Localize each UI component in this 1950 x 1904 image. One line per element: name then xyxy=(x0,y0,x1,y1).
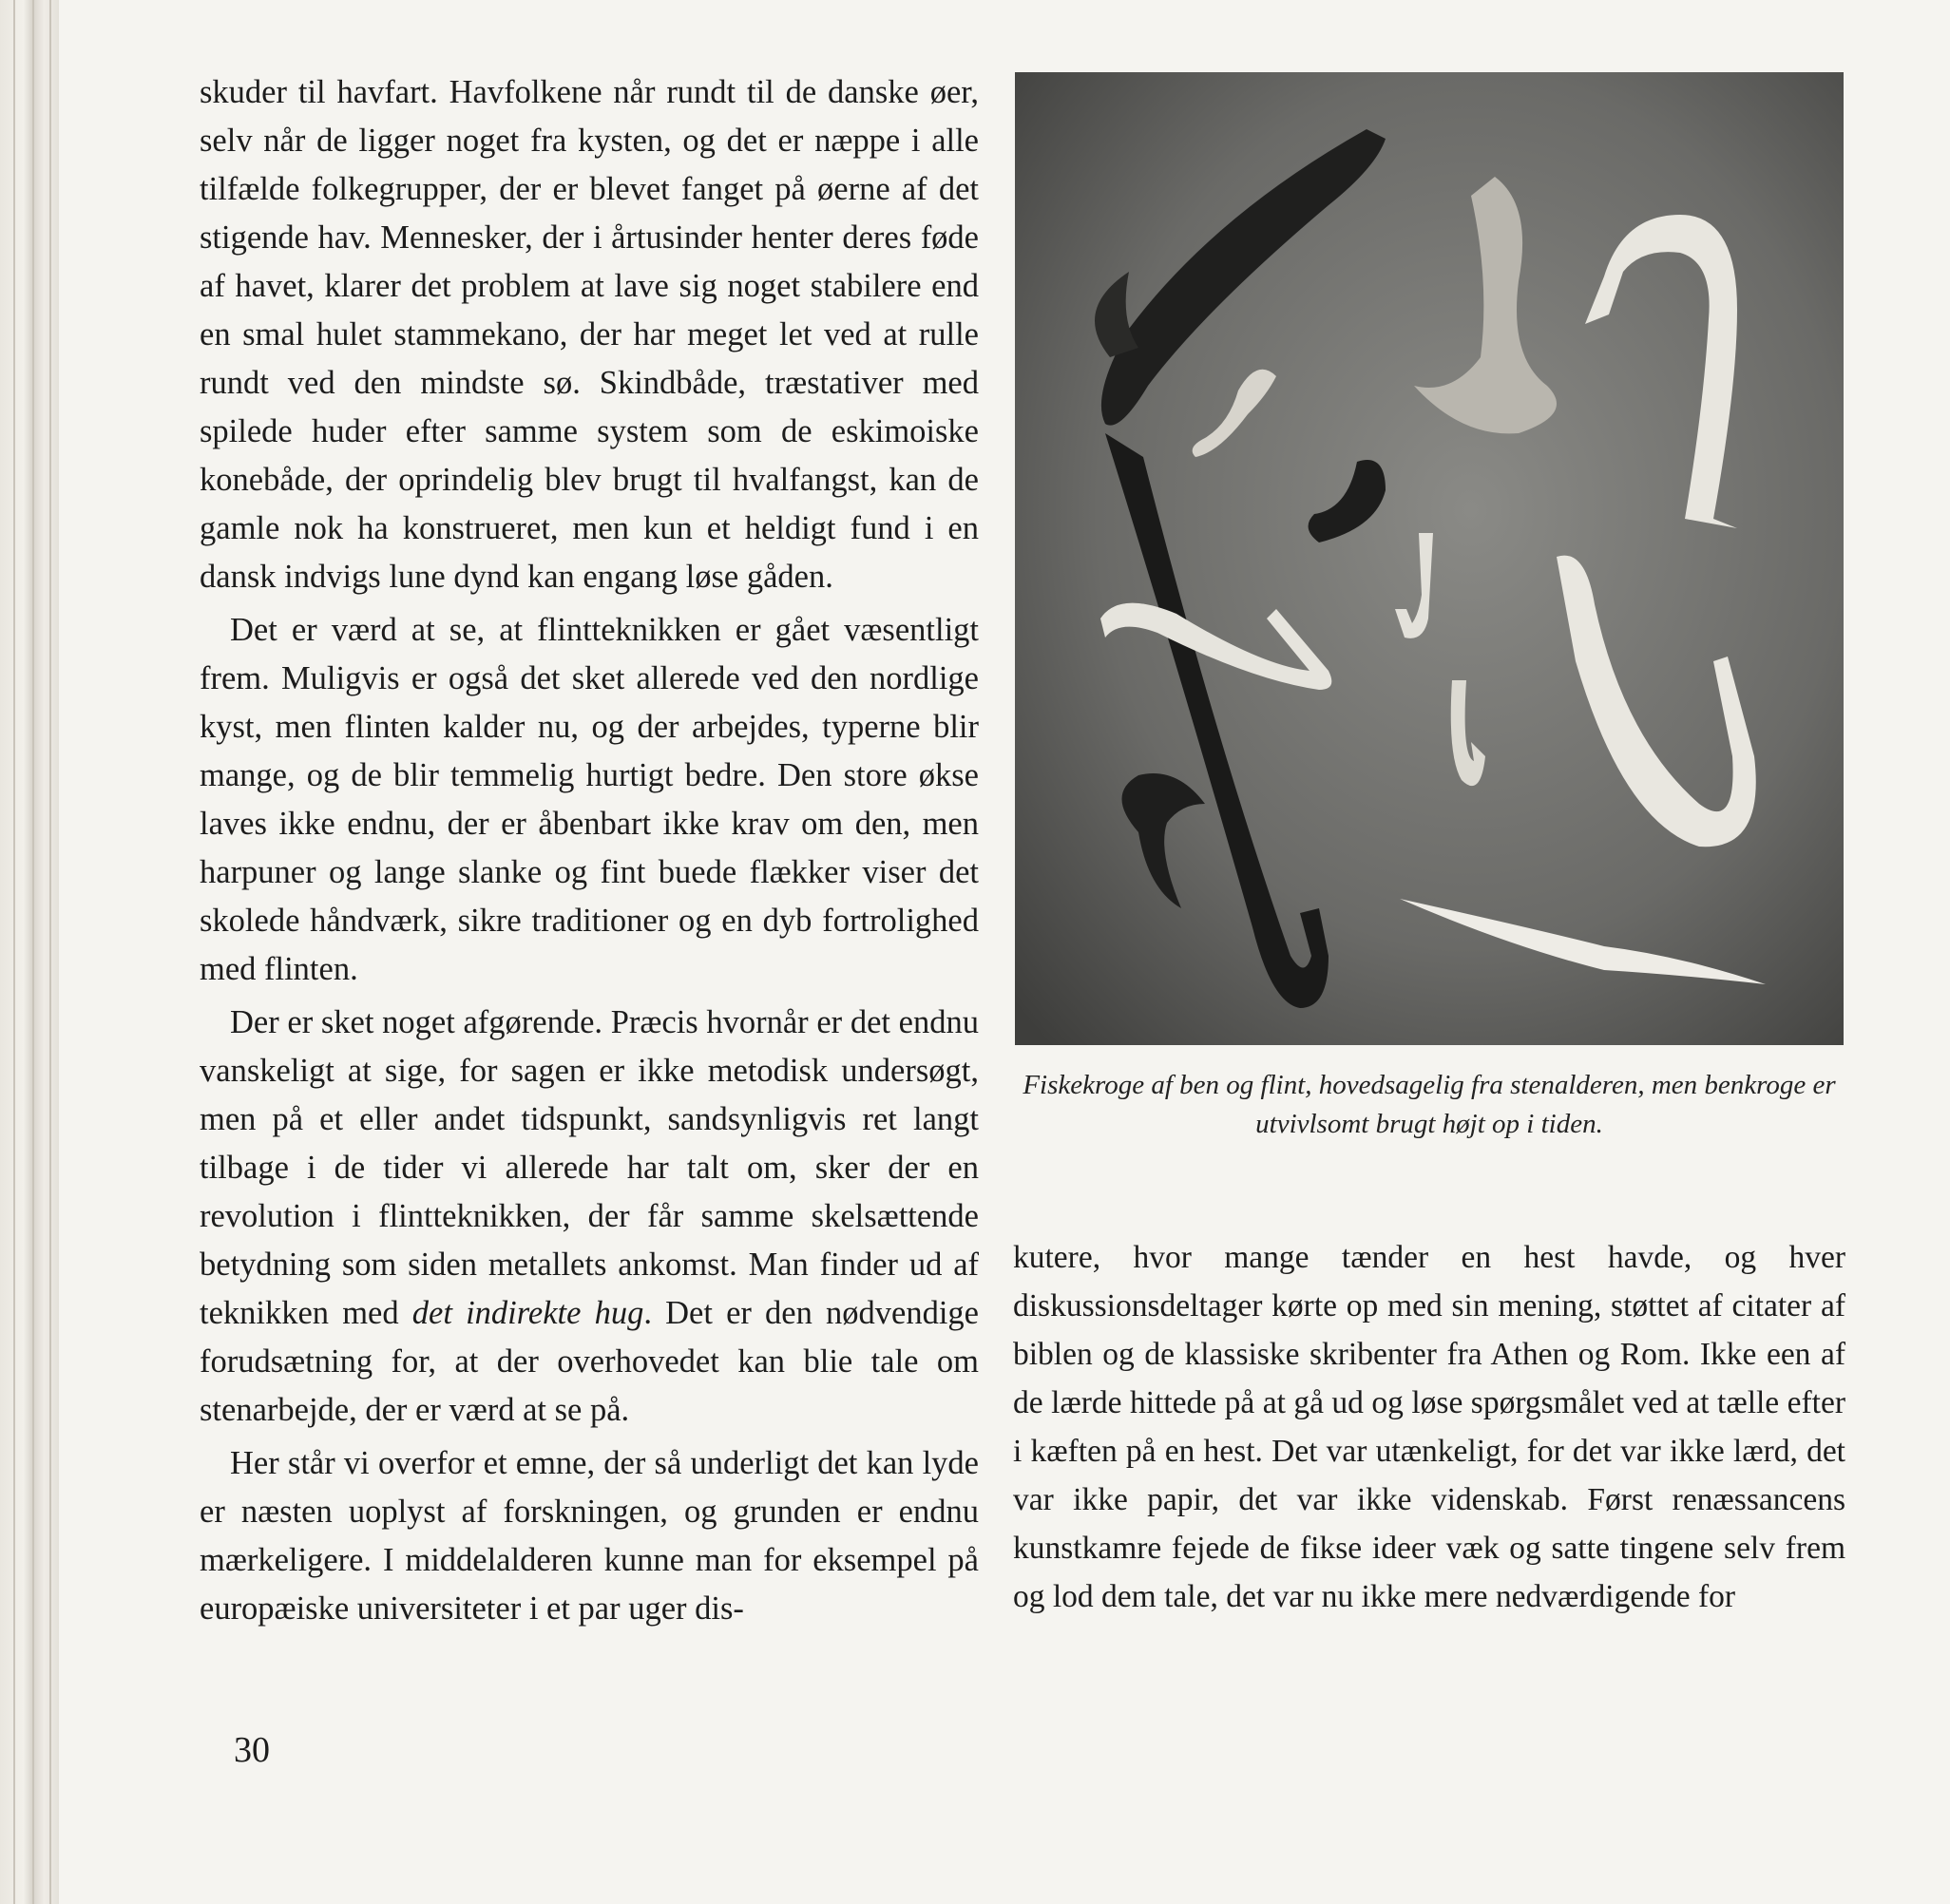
gutter-edge-line xyxy=(13,0,15,1904)
fishhooks-photograph xyxy=(1015,72,1844,1045)
fishhooks-illustration xyxy=(1015,72,1844,1045)
paragraph-indirect-blow xyxy=(200,999,979,1435)
page-number: 30 xyxy=(234,1730,270,1770)
paragraph-research: Her står vi overfor et emne, der så underligt det kan lyde er næsten uoplyst af forskningen, og grunden er endnu mærkeligere. I middelalderen kunne man for eksempel på europæiske universiteter i et par uger dis- xyxy=(200,1445,979,1627)
emphasis-term: det indirekte hug xyxy=(411,1295,644,1331)
gutter-edge-line xyxy=(49,0,51,1904)
paragraph-flint-technique: Det er værd at se, at flintteknikken er gået væsentligt frem. Muligvis er også det sket allerede ved den nordlige kyst, men flinten kalder nu, og der arbejdes, typerne blir mange, og de blir temmelig hurtigt bedre. Den store økse laves ikke endnu, der er åbenbart ikke krav om den, men harpuner og lange slanke og fint buede flækker viser det skolede håndværk, sikre traditioner og en dyb fortrolighed med flinten. xyxy=(200,612,979,987)
paragraph-text: . Det er den nødvendige forudsætning for, at der overhovedet kan blie tale om stenarbejde, der er værd at se på. xyxy=(200,1295,979,1428)
paragraph-boats: skuder til havfart. Havfolkene når rundt til de danske øer, selv når de ligger noget fra kysten, og det er næppe i alle tilfælde folkegrupper, der er blevet fanget på øerne af det stigende hav. Mennesker, der i årtusinder henter deres føde af havet, klarer det problem at lave sig noget stabilere end en smal hulet stammekano, der har meget let ved at rulle rundt ved den mindste sø. Skindbåde, træstativer med spilede huder efter samme system som de eskimoiske konebåde, der oprindelig blev brugt til hvalfangst, kan de gamle nok ha konstrueret, men kun et heldigt fund i en dansk indvigs lune dynd kan engang løse gåden. xyxy=(200,74,979,595)
figure-caption: Fiskekroge af ben og flint, hovedsagelig fra stenalderen, men benkroge er utvivlsomt brugt højt op i tiden. xyxy=(1023,1070,1836,1139)
book-gutter xyxy=(0,0,59,1904)
gutter-edge-line xyxy=(32,0,34,1904)
paragraph-text: Der er sket noget afgørende. Præcis hvornår er det endnu vanskeligt at sige, for sagen er ikke metodisk undersøgt, men på et eller andet tidspunkt, sandsynligvis ret langt tilbage i de tider vi allerede har talt om, sker der en revolution i flintteknikken, der får samme skelsættende betydning som siden metallets ankomst. Man finder ud af teknikken med xyxy=(200,1004,979,1331)
left-text-column xyxy=(200,68,979,1633)
paragraph-continuation: kutere, hvor mange tænder en hest havde, og hver diskussionsdeltager kørte op med sin mening, støttet af citater af biblen og de klassiske skribenter fra Athen og Rom. Ikke een af de lærde hittede på at gå ud og løse spørgsmålet ved at tælle efter i kæften på en hest. Det var utænkeligt, for det var ikke lærd, det var ikke papir, det var ikke videnskab. Først renæssancens kunstkamre fejede de fikse ideer væk og satte tingene selv frem og lod dem tale, det var nu ikke mere nedværdigende for xyxy=(1013,1240,1845,1614)
right-text-column xyxy=(1013,1233,1845,1621)
